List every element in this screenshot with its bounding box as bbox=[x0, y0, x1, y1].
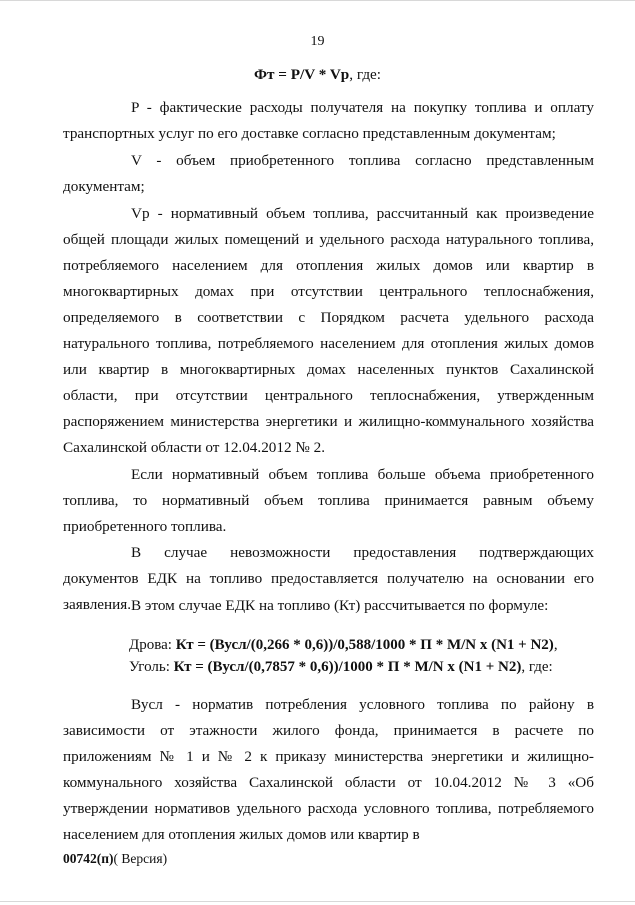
main-formula-suffix: , где: bbox=[349, 66, 382, 83]
paragraph-normative-volume: Если нормативный объем топлива больше объема приобретенного топлива, то нормативный объем топлива принимается равным объему приобретенного топлива. bbox=[63, 466, 594, 535]
document-code bbox=[63, 851, 167, 867]
document-code-number: 00742(п) bbox=[63, 851, 114, 866]
fuel-formulas bbox=[129, 634, 558, 678]
main-formula bbox=[0, 66, 635, 84]
formula-wood-expression: Кт = (Вусл/(0,266 * 0,6))/0,588/1000 * П * M/N x (N1 + N2) bbox=[175, 637, 554, 653]
paragraph-v-definition: V - объем приобретенного топлива согласно представленным документам; bbox=[63, 152, 594, 195]
formula-coal bbox=[129, 656, 558, 678]
scan-edge-top bbox=[0, 0, 635, 1]
formula-coal-label: Уголь: bbox=[129, 659, 174, 675]
formula-coal-expression: Кт = (Вусл/(0,7857 * 0,6))/1000 * П * M/N x (N1 + N2) bbox=[173, 659, 522, 675]
main-formula-expression: Фт = P/V * Vp bbox=[253, 66, 350, 83]
scan-edge-bottom bbox=[0, 901, 635, 902]
paragraph-p-definition: P - фактические расходы получателя на покупку топлива и оплату транспортных услуг по его доставке согласно представленным документам; bbox=[63, 99, 594, 142]
page-number: 19 bbox=[310, 34, 325, 49]
document-version: ( Версия) bbox=[113, 851, 168, 866]
paragraph-formula-intro: В этом случае ЕДК на топливо (Кт) рассчитывается по формуле: bbox=[131, 597, 549, 614]
paragraph-no-documents: В случае невозможности предоставления подтверждающих документов ЕДК на топливо предоставляется получателю на основании его заявления. bbox=[63, 544, 594, 613]
paragraph-vp-definition: Vp - нормативный объем топлива, рассчитанный как произведение общей площади жилых помещений и удельного расхода натурального топлива, потребляемого населением для отопления жилых домов или квартир в многоквартирных домах при отсутствии центрального теплоснабжения, определяемого в соответствии с Порядком расчета удельного расхода натурального топлива, потребляемого населением для отопления жилых домов или квартир в многоквартирных домах населенных пунктов Сахалинской области, при отсутствии центрального теплоснабжения, утвержденным распоряжением министерства энергетики и жилищно-коммунального хозяйства Сахалинской области от 12.04.2012 № 2. bbox=[63, 205, 594, 456]
formula-wood bbox=[129, 634, 558, 656]
formula-coal-suffix: , где: bbox=[521, 659, 553, 675]
formula-wood-suffix: , bbox=[553, 637, 558, 653]
paragraph-vusl-definition: Вусл - норматив потребления условного топлива по району в зависимости от этажности жилого фонда, принимается в расчете по приложениям № 1 и № 2 к приказу министерства энергетики и жилищно-коммунального хозяйства Сахалинской области от 10.04.2012 № 3 «Об утверждении нормативов удельного расхода условного топлива, потребляемого населением для отопления жилых домов или квартир в bbox=[63, 696, 594, 843]
formula-wood-label: Дрова: bbox=[129, 637, 176, 653]
